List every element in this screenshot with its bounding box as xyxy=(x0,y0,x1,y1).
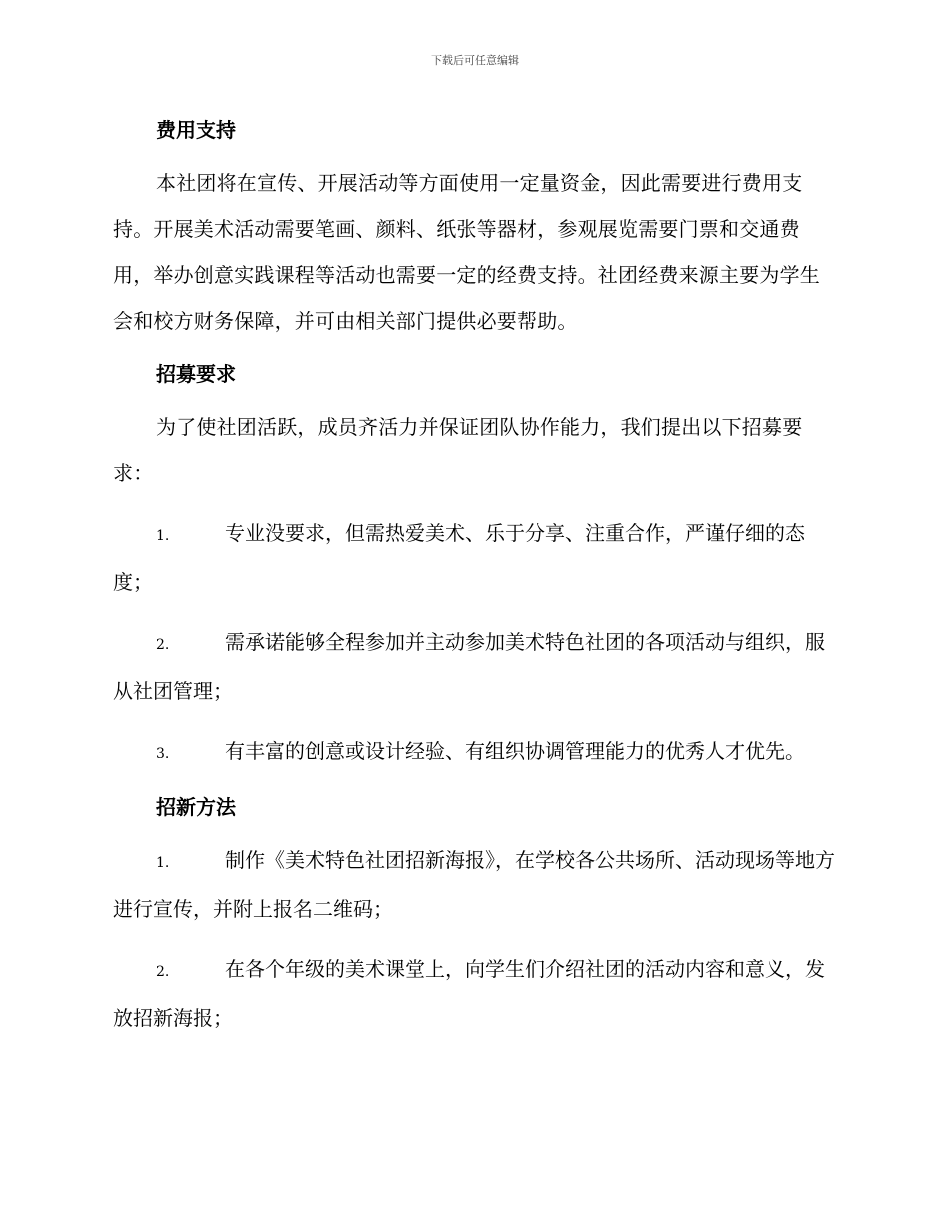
list-item-text: 在各个年级的美术课堂上，向学生们介绍社团的活动内容和意义，发放招新海报； xyxy=(113,957,825,1030)
list-item xyxy=(113,510,837,605)
list-item xyxy=(113,946,837,1041)
list-item-number: 3. xyxy=(156,746,170,762)
list-item-number: 2. xyxy=(156,637,170,653)
funding-paragraph: 本社团将在宣传、开展活动等方面使用一定量资金，因此需要进行费用支持。开展美术活动需要笔画、颜料、纸张等器材，参观展览需要门票和交通费用，举办创意实践课程等活动也需要一定的经费支持。社团经费来源主要为学生会和校方财务保障，并可由相关部门提供必要帮助。 xyxy=(113,171,820,333)
list-item xyxy=(113,619,837,714)
requirements-intro-paragraph: 为了使社团活跃，成员齐活力并保证团队协作能力，我们提出以下招募要求： xyxy=(113,415,803,485)
list-item-number: 2. xyxy=(156,964,170,980)
list-item-text: 有丰富的创意或设计经验、有组织协调管理能力的优秀人才优先。 xyxy=(225,739,805,763)
list-item-number: 1. xyxy=(156,528,170,544)
list-item-text: 制作《美术特色社团招新海报》，在学校各公共场所、活动现场等地方进行宣传，并附上报名二维码； xyxy=(113,848,835,921)
list-item-text: 需承诺能够全程参加并主动参加美术特色社团的各项活动与组织，服从社团管理； xyxy=(113,630,825,703)
section-heading-recruitment-methods: 招新方法 xyxy=(156,795,236,819)
list-item-text: 专业没要求，但需热爱美术、乐于分享、注重合作，严谨仔细的态度； xyxy=(113,521,805,594)
document-body xyxy=(113,112,837,1041)
list-item xyxy=(113,728,837,777)
section-heading-requirements: 招募要求 xyxy=(156,362,236,386)
list-item-number: 1. xyxy=(156,855,170,871)
list-item xyxy=(113,837,837,932)
page-header: 下载后可任意编辑 xyxy=(431,54,519,67)
section-heading-funding: 费用支持 xyxy=(156,118,236,142)
